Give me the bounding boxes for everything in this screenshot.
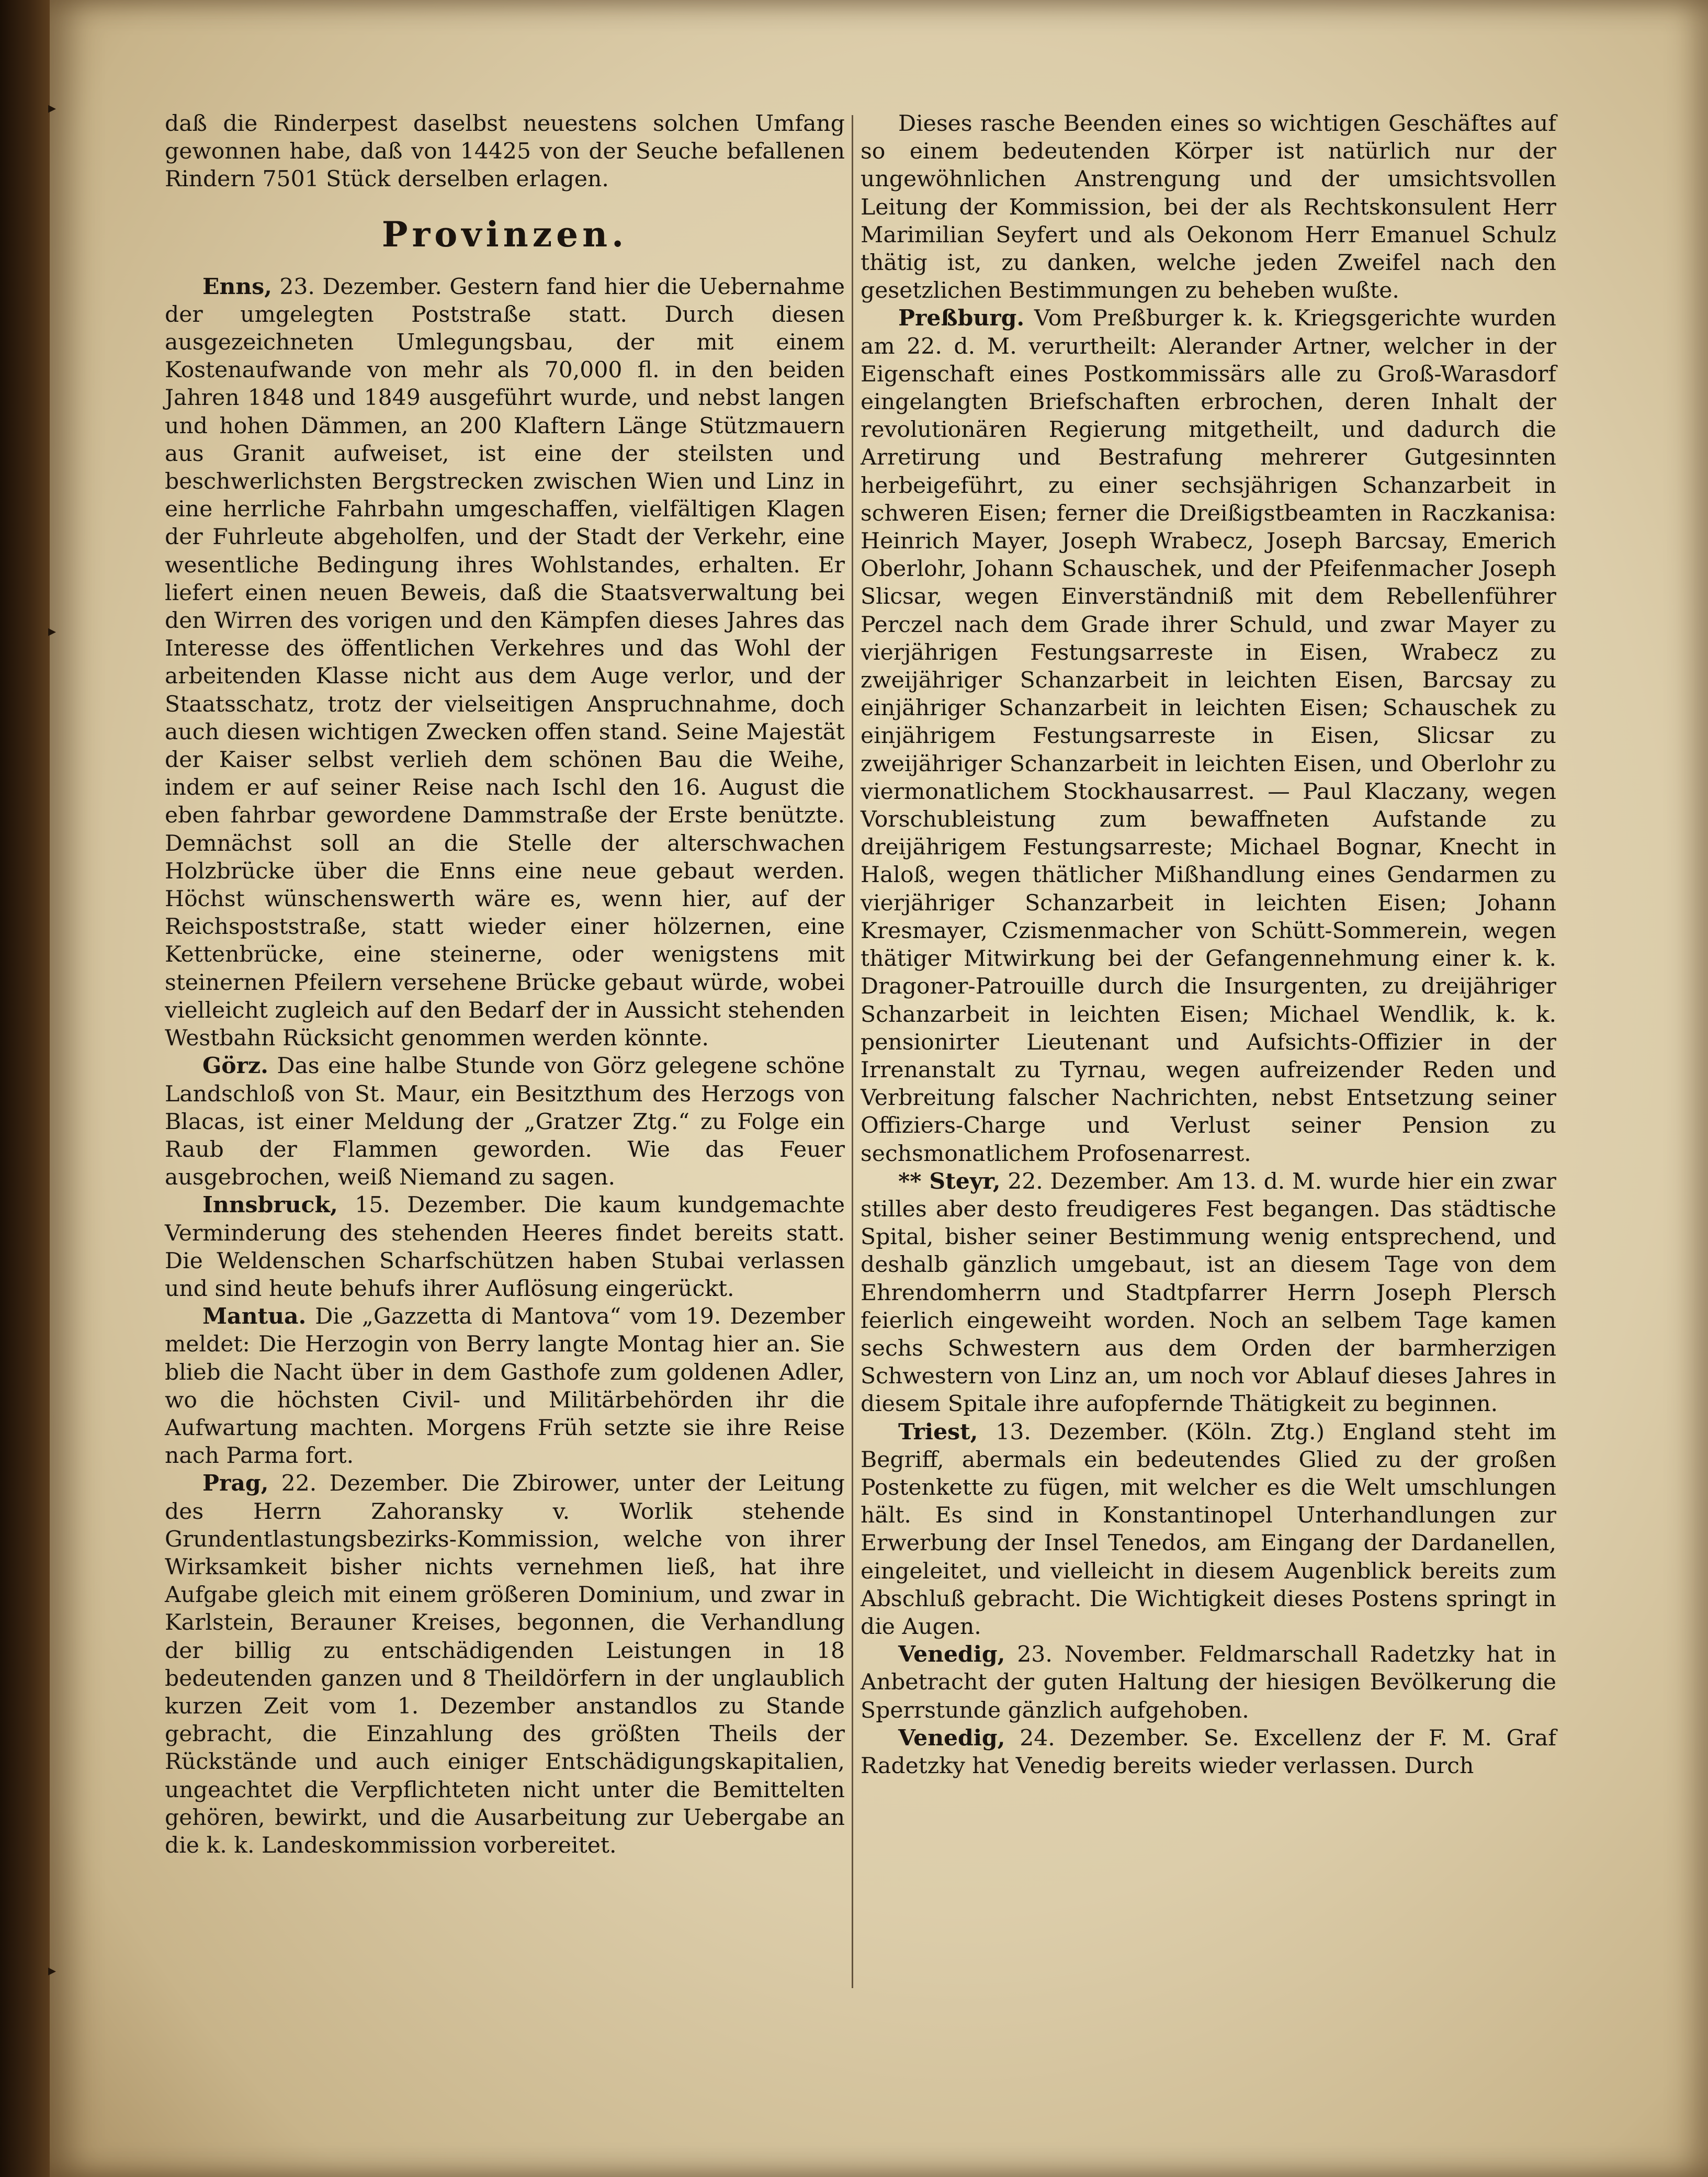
article-steyr <box>861 1168 1556 1418</box>
text-innsbruck: 15. Dezember. Die kaum kundgemachte Verminderung des stehenden Heeres findet bereits statt. Die Weldenschen Scharfschützen haben Stubai verlassen und sind heute behufs ihrer Auflösung eingerückt. <box>165 1192 845 1302</box>
place-venedig-nov: Venedig, <box>898 1641 1005 1668</box>
column-divider <box>852 115 853 1988</box>
place-triest: Triest, <box>898 1418 978 1445</box>
article-mantua <box>165 1303 845 1470</box>
text-venedig-nov: 23. November. Feldmarschall Radetzky hat in Anbetracht der guten Haltung der hiesigen Bevölkerung die Sperrstunde gänzlich aufgehoben. <box>861 1642 1556 1723</box>
intro-paragraph: daß die Rinderpest daselbst neuestens solchen Umfang gewonnen habe, daß von 14425 von der Seuche befallenen Rindern 7501 Stück derselben erlagen. <box>165 111 845 193</box>
book-binding <box>0 0 50 2177</box>
text-prag: 22. Dezember. Die Zbirower, unter der Leitung des Herrn Zahoransky v. Worlik stehende Grundentlastungsbezirks-Kommission, welche von ihrer Wirksamkeit bisher nichts vernehmen ließ, hat ihre Aufgabe gleich mit einem größeren Dominium, und zwar in Karlstein, Berauner Kreises, begonnen, die Verhandlung der billig zu entschädigenden Leistungen in 18 bedeutenden ganzen und 8 Theildörfern in der unglaublich kurzen Zeit vom 1. Dezember anstandlos zu Stande gebracht, die Einzahlung des größten Theils der Rückstände und auch einiger Entschädigungskapitalien, ungeachtet die Verpflichteten nicht unter die Bemittelten gehören, bewirkt, und die Ausarbeitung zur Uebergabe an die k. k. Landeskommission vorbereitet. <box>165 1471 845 1858</box>
text-venedig-dec: 24. Dezember. Se. Excellenz der F. M. Graf Radetzky hat Venedig bereits wieder verlassen. Durch <box>861 1725 1556 1779</box>
place-prag: Prag, <box>202 1470 269 1497</box>
place-venedig-dec: Venedig, <box>898 1724 1005 1751</box>
place-pressburg: Preßburg. <box>898 305 1025 332</box>
article-triest <box>861 1418 1556 1641</box>
place-enns: Enns, <box>202 273 272 300</box>
article-prag <box>165 1470 845 1859</box>
section-heading: Provinzen. <box>381 213 628 255</box>
text-triest: 13. Dezember. (Köln. Ztg.) England steht im Begriff, abermals ein bedeutendes Glied zu der großen Postenkette zu fügen, mit welcher es die Welt umschlungen hält. Es sind in Konstantinopel Unterhandlungen zur Erwerbung der Insel Tenedos, am Eingang der Dardanellen, eingeleitet, und vielleicht in diesem Augenblick bereits zum Abschluß gebracht. Die Wichtigkeit dieses Postens springt in die Augen. <box>861 1419 1556 1640</box>
continued-paragraph: Dieses rasche Beenden eines so wichtigen Geschäftes auf so einem bedeutenden Körper ist natürlich nur der ungewöhnlichen Anstrengung und der umsichtsvollen Leitung der Kommission, bei der als Rechtskonsulent Herr Marimilian Seyfert und als Oekonom Herr Emanuel Schulz thätig ist, zu danken, welche jeden Zweifel nach den gesetzlichen Bestimmungen zu beheben wußte. <box>861 111 1556 304</box>
place-mantua: Mantua. <box>202 1303 307 1330</box>
margin-mark-top: ▸ <box>48 99 56 117</box>
text-pressburg: Vom Preßburger k. k. Kriegsgerichte wurden am 22. d. M. verurtheilt: Alerander Artner, welcher in der Eigenschaft eines Postkommissärs alle zu Groß-Warasdorf eingelangten Briefschaften erbrochen, deren Inhalt der revolutionären Regierung mitgetheilt, und dadurch die Arretirung und Bestrafung mehrerer Gutgesinnten herbeigeführt, zu einer sechsjährigen Schanzarbeit in schweren Eisen; ferner die Dreißigstbeamten in Raczkanisa: Heinrich Mayer, Joseph Wrabecz, Joseph Barcsay, Emerich Oberlohr, Johann Schauschek, und der Pfeifenmacher Joseph Slicsar, wegen Einverständniß mit dem Rebellenführer Perczel nach dem Grade ihrer Schuld, und zwar Mayer zu vierjährigen Festungsarreste in Eisen, Wrabecz zu zweijähriger Schanzarbeit in leichten Eisen, Barcsay zu einjähriger Schanzarbeit in leichten Eisen; Schauschek zu einjährigem Festungsarreste in Eisen, Slicsar zu zweijähriger Schanzarbeit in leichten Eisen, und Oberlohr zu viermonatlichem Stockhausarrest. — Paul Klaczany, wegen Vorschubleistung zum bewaffneten Aufstande zu dreijährigem Festungsarreste; Michael Bognar, Knecht in Haloß, wegen thätlicher Mißhandlung eines Gendarmen zu vierjähriger Schanzarbeit in leichten Eisen; Johann Kresmayer, Czismenmacher von Schütt-Sommerein, wegen thätiger Mitwirkung bei der Gefangennehmung einer k. k. Dragoner-Patrouille durch die Insurgenten, zu dreijähriger Schanzarbeit in leichten Eisen; Michael Wendlik, k. k. pensionirter Lieutenant und Aufsichts-Offizier in der Irrenanstalt zu Tyrnau, wegen aufreizender Reden und Verbreitung falscher Nachrichten, nebst Entsetzung seiner Offiziers-Charge und Verlust seiner Pension zu sechsmonatlichem Profosenarrest. <box>861 306 1556 1167</box>
right-column <box>861 110 1556 1780</box>
text-steyr: 22. Dezember. Am 13. d. M. wurde hier ein zwar stilles aber desto freudigeres Fest begangen. Das städtische Spital, bisher seiner Bestimmung wenig entsprechend, und deshalb gänzlich umgebaut, ist an diesem Tage von dem Ehrendomherrn und Stadtpfarrer Herrn Joseph Plersch feierlich eingeweiht worden. Noch an selbem Tage kamen sechs Schwestern aus dem Orden der barmherzigen Schwestern von Linz an, um noch vor Ablauf dieses Jahres in diesem Spitale ihre aufopfernde Thätigkeit zu beginnen. <box>861 1168 1556 1417</box>
place-steyr: ** Steyr, <box>898 1168 1001 1194</box>
article-innsbruck <box>165 1191 845 1303</box>
left-column <box>165 110 845 1859</box>
text-enns: 23. Dezember. Gestern fand hier die Uebernahme der umgelegten Poststraße statt. Durch diesen ausgezeichneten Umlegungsbau, der mit einem Kostenaufwande von mehr als 70,000 fl. in den beiden Jahren 1848 und 1849 ausgeführt wurde, und nebst langen und hohen Dämmen, an 200 Klaftern Länge Stützmauern aus Granit aufweiset, ist eine der steilsten und beschwerlichsten Bergstrecken zwischen Wien und Linz in eine herrliche Fahrbahn umgeschaffen, vielfältigen Klagen der Fuhrleute abgeholfen, und der Stadt der Verkehr, eine wesentliche Bedingung ihres Wohlstandes, erhalten. Er liefert einen neuen Beweis, daß die Staatsverwaltung bei den Wirren des vorigen und den Kämpfen dieses Jahres das Interesse des öffentlichen Verkehres und das Wohl der arbeitenden Klasse nicht aus dem Auge verlor, und der Staatsschatz, trotz der vielseitigen Anspruchnahme, doch auch diesen wichtigen Zwecken offen stand. Seine Majestät der Kaiser selbst verlieh dem schönen Bau die Weihe, indem er auf seiner Reise nach Ischl den 16. August die eben fahrbar gewordene Dammstraße der Erste benützte. Demnächst soll an die Stelle der alterschwachen Holzbrücke über die Enns eine neue gebaut werden. Höchst wünschenswerth wäre es, wenn hier, auf der Reichspoststraße, statt wieder einer hölzernen, eine Kettenbrücke, eine steinerne, oder wenigstens mit steinernen Pfeilern versehene Brücke gebaut würde, wobei vielleicht zugleich auf den Bedarf der in Aussicht stehenden Westbahn Rücksicht genommen werden könnte. <box>165 274 845 1052</box>
text-mantua: Die „Gazzetta di Mantova“ vom 19. Dezember meldet: Die Herzogin von Berry langte Montag hier an. Sie blieb die Nacht über in dem Gasthofe zum goldenen Adler, wo die höchsten Civil- und Militärbehörden ihr die Aufwartung machten. Morgens Früh setzte sie ihre Reise nach Parma fort. <box>165 1304 845 1469</box>
text-goerz: Das eine halbe Stunde von Görz gelegene schöne Landschloß von St. Maur, ein Besitzthum des Herzogs von Blacas, ist einer Meldung der „Gratzer Ztg.“ zu Folge ein Raub der Flammen geworden. Wie das Feuer ausgebrochen, weiß Niemand zu sagen. <box>165 1053 845 1191</box>
article-venedig-nov <box>861 1641 1556 1724</box>
place-goerz: Görz. <box>202 1053 268 1079</box>
article-pressburg <box>861 304 1556 1167</box>
place-innsbruck: Innsbruck, <box>202 1192 338 1219</box>
article-enns <box>165 273 845 1053</box>
article-venedig-dec <box>861 1724 1556 1780</box>
article-goerz <box>165 1052 845 1191</box>
margin-mark-middle: ▸ <box>48 622 56 640</box>
margin-mark-bottom: ▸ <box>48 1961 56 1980</box>
